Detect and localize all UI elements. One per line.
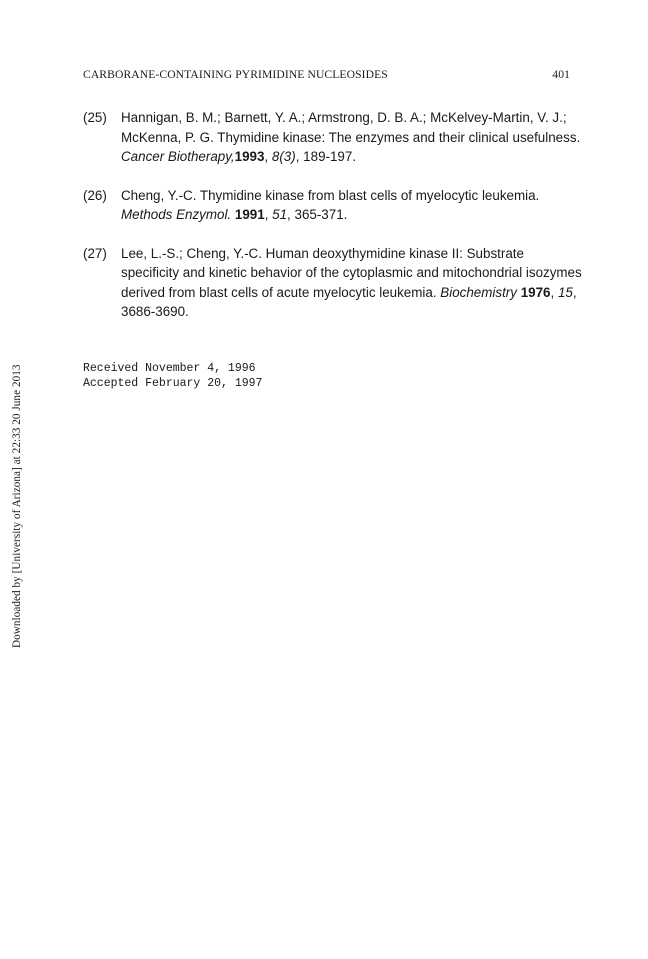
reference-item [83,186,583,225]
reference-list [83,108,583,341]
reference-journal: Cancer Biotherapy, [121,149,235,164]
reference-journal: Methods Enzymol. [121,207,232,222]
reference-volume: 51 [272,207,288,222]
running-head [83,68,570,86]
reference-pages: 365-371. [294,207,348,222]
accepted-date: Accepted February 20, 1997 [83,376,263,390]
reference-year: 1976 [520,284,551,300]
reference-volume: 15 [557,284,573,300]
reference-body: Lee, L.-S.; Cheng, Y.-C. Human deoxythymidine kinase II: Substrate specificity and kinetic behavior of the cytoplasmic and mitochondrial isozymes derived from blast cells of acute myelocytic leukemia. Biochemistry 1976, 15, 3686-3690. [121,245,582,319]
reference-text: Cheng, Y.-C. Thymidine kinase from blast cells of myelocytic leukemia. [121,187,540,203]
download-watermark: Downloaded by [University of Arizona] at 22:33 20 June 2013 [11,364,23,648]
reference-volume: 8(3) [271,149,296,164]
reference-text: Lee, L.-S.; Cheng, Y.-C. Human deoxythymidine kinase II: Substrate specificity and kinetic behavior of the cytoplasmic and mitochondrial isozymes derived from blast cells of acute myelocytic leukemia. [121,245,582,300]
reference-pages: 3686-3690. [121,304,189,319]
reference-text: Hannigan, B. M.; Barnett, Y. A.; Armstrong, D. B. A.; McKelvey-Martin, V. J.; McKenna, P. G. Thymidine kinase: The enzymes and their clinical usefulness. [121,110,581,145]
reference-number: (27) [83,245,107,261]
page-number: 401 [552,68,570,81]
reference-journal: Biochemistry [440,284,517,300]
reference-item [83,244,583,322]
running-title: CARBORANE-CONTAINING PYRIMIDINE NUCLEOSIDES [83,68,388,81]
reference-year: 1993 [234,149,265,164]
reference-number: (26) [83,187,107,203]
submission-dates [83,362,262,391]
reference-body: Cheng, Y.-C. Thymidine kinase from blast cells of myelocytic leukemia. Methods Enzymol. 1991, 51, 365-371. [121,187,540,222]
reference-number: (25) [83,110,107,125]
reference-pages: 189-197. [303,149,357,164]
reference-year: 1991 [234,207,265,222]
reference-item [83,108,583,167]
received-date: Received November 4, 1996 [83,362,256,375]
reference-body: Hannigan, B. M.; Barnett, Y. A.; Armstrong, D. B. A.; McKelvey-Martin, V. J.; McKenna, P. G. Thymidine kinase: The enzymes and their clinical usefulness. Cancer Biotherapy,1993, 8(3), 189-197. [121,110,581,164]
